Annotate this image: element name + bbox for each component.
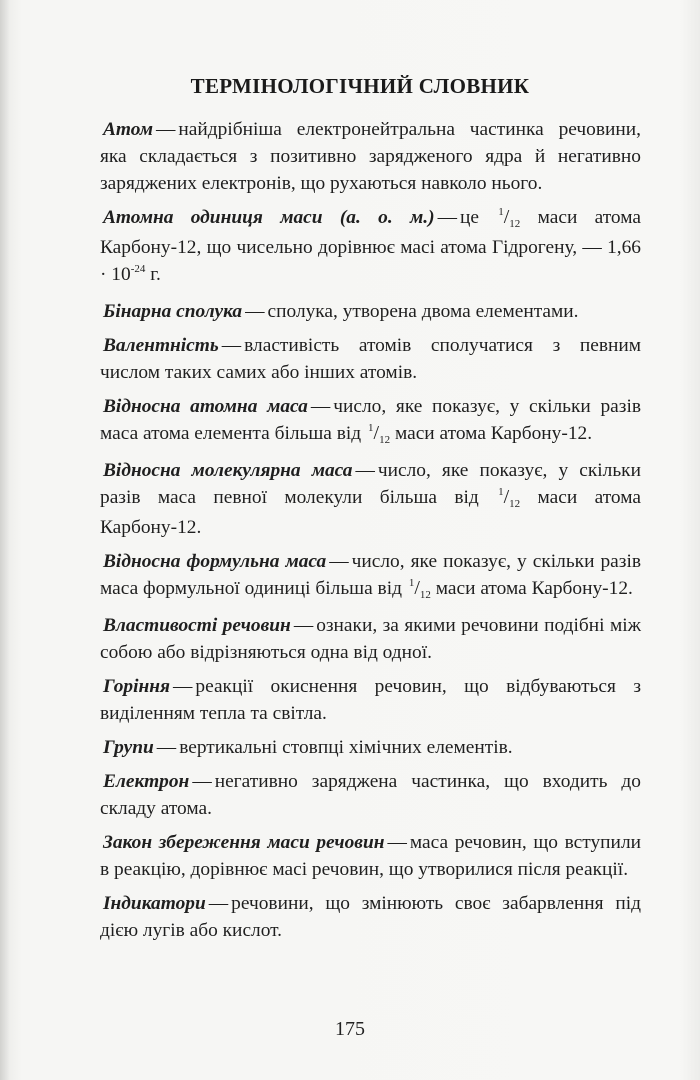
entry-definition-part-b: маси атома Карбону-12. bbox=[435, 578, 633, 599]
entry-definition-part-a: число, яке показує, у скільки разів маса певної молекули більша від bbox=[100, 460, 641, 508]
glossary-entry-atom: Атом — найдрібніша електронейтральна частинка речовини, яка складається з позитивно зарядженого ядра й негативно заряджених електронів, що рухаються навколо нього. bbox=[100, 119, 641, 194]
entry-definition-part-b: маси атома Карбону-12, що чисельно дорівнює масі атома Гідрогену, — bbox=[100, 207, 641, 258]
glossary-entry-electron: Електрон — негативно заряджена частинка, що входить до складу атома. bbox=[100, 771, 641, 819]
entry-definition-part-a: число, яке показує, у скільки разів маса формульної одиниці більша від bbox=[100, 551, 641, 599]
entry-definition-part-a: це bbox=[459, 207, 479, 228]
entry-definition: реакції окиснення речовин, що відбуваються з виділенням тепла та світла. bbox=[100, 676, 641, 724]
entry-term: Властивості речовин bbox=[103, 615, 291, 636]
entry-definition: негативно заряджена частинка, що входить до складу атома. bbox=[100, 771, 641, 819]
page-number: 175 bbox=[335, 1018, 365, 1040]
glossary-list bbox=[100, 116, 641, 951]
glossary-entry-relative-molecular-mass: Відносна молекулярна маса — число, яке показує, у скільки разів маса певної молекули більша від $^1/_{12}$ маси атома Карбону-12. bbox=[100, 460, 641, 538]
entry-term: Групи bbox=[103, 737, 154, 758]
glossary-entry-groups: Групи — вертикальні стовпці хімічних елементів. bbox=[103, 737, 513, 758]
page-title: ТЕРМІНОЛОГІЧНИЙ СЛОВНИК bbox=[190, 74, 530, 98]
glossary-entry-valence: Валентність — властивість атомів сполучатися з певним числом таких самих або інших атомів. bbox=[100, 335, 641, 383]
glossary-entry-relative-formula-mass: Відносна формульна маса — число, яке показує, у скільки разів маса формульної одиниці більша від $^1/_{12}$ маси атома Карбону-12. bbox=[100, 551, 641, 601]
entry-definition: властивість атомів сполучатися з певним числом таких самих або інших атомів. bbox=[100, 335, 641, 383]
entry-term: Відносна формульна маса bbox=[103, 551, 327, 572]
entry-definition-part-b: маси атома Карбону-12. bbox=[394, 423, 593, 444]
entry-term: Атом bbox=[103, 119, 154, 140]
entry-term: Горіння bbox=[103, 676, 171, 697]
entry-definition: маса речовин, що вступили в реакцію, дорівнює масі речовин, що утворилися після реакції. bbox=[100, 832, 641, 880]
glossary-entry-conservation-of-mass: Закон збереження маси речовин — маса речовин, що вступили в реакцію, дорівнює масі речовин, що утворилися після реакції. bbox=[100, 832, 641, 880]
entry-term: Відносна молекулярна маса bbox=[103, 460, 353, 481]
glossary-entry-indicators: Індикатори — речовини, що змінюють своє забарвлення під дією лугів або кислот. bbox=[100, 893, 641, 941]
glossary-entry-binary-compound: Бінарна сполука — сполука, утворена двома елементами. bbox=[103, 301, 579, 322]
fraction-one-twelfth: $^1/_{12}$ bbox=[498, 206, 521, 230]
entry-term: Атомна одиниця маси (а. о. м.) bbox=[103, 207, 435, 228]
entry-definition-part-a: число, яке показує, у скільки разів маса атома елемента більша від bbox=[100, 396, 641, 444]
entry-term: Індикатори bbox=[103, 893, 206, 914]
entry-definition: речовини, що змінюють своє забарвлення під дією лугів або кислот. bbox=[100, 893, 641, 941]
glossary-entry-combustion: Горіння — реакції окиснення речовин, що відбуваються з виділенням тепла та світла. bbox=[100, 676, 641, 724]
entry-term: Закон збереження маси речовин bbox=[103, 832, 385, 853]
glossary-entry-relative-atomic-mass: Відносна атомна маса — число, яке показує, у скільки разів маса атома елемента більша від $^1/_{12}$ маси атома Карбону-12. bbox=[100, 396, 641, 446]
entry-definition: ознаки, за якими речовини подібні між собою або відрізняються одна від одної. bbox=[100, 615, 642, 663]
glossary-entry-atomic-mass-unit: Атомна одиниця маси (а. о. м.) — це $^1/_{12}$ маси атома Карбону-12, що чисельно дорівнює масі атома Гідрогену, — $1,66 \cdot 10^{-24}$ г. bbox=[100, 206, 641, 285]
fraction-one-twelfth: $^1/_{12}$ bbox=[498, 486, 521, 510]
entry-definition: вертикальні стовпці хімічних елементів. bbox=[179, 737, 513, 758]
amu-exponent: -24 bbox=[130, 263, 146, 275]
entry-definition: сполука, утворена двома елементами. bbox=[267, 301, 579, 322]
glossary-entry-properties-of-substances: Властивості речовин — ознаки, за якими речовини подібні між собою або відрізняються одна від одної. bbox=[100, 615, 642, 663]
spine-shadow bbox=[0, 0, 10, 1080]
entry-definition: найдрібніша електронейтральна частинка речовини, яка складається з позитивно зарядженого ядра й негативно заряджених електронів, що рухаються навколо нього. bbox=[100, 119, 641, 194]
entry-term: Електрон bbox=[103, 771, 190, 792]
amu-unit: г. bbox=[150, 264, 161, 285]
fraction-one-twelfth: $^1/_{12}$ bbox=[368, 422, 391, 446]
entry-term: Валентність bbox=[103, 335, 219, 356]
entry-term: Бінарна сполука bbox=[103, 301, 243, 322]
fraction-one-twelfth: $^1/_{12}$ bbox=[408, 577, 431, 601]
entry-term: Відносна атомна маса bbox=[103, 396, 308, 417]
entry-definition-part-b: маси атома Карбону-12. bbox=[100, 487, 641, 538]
amu-value: 1,66 · 10 bbox=[100, 237, 641, 285]
